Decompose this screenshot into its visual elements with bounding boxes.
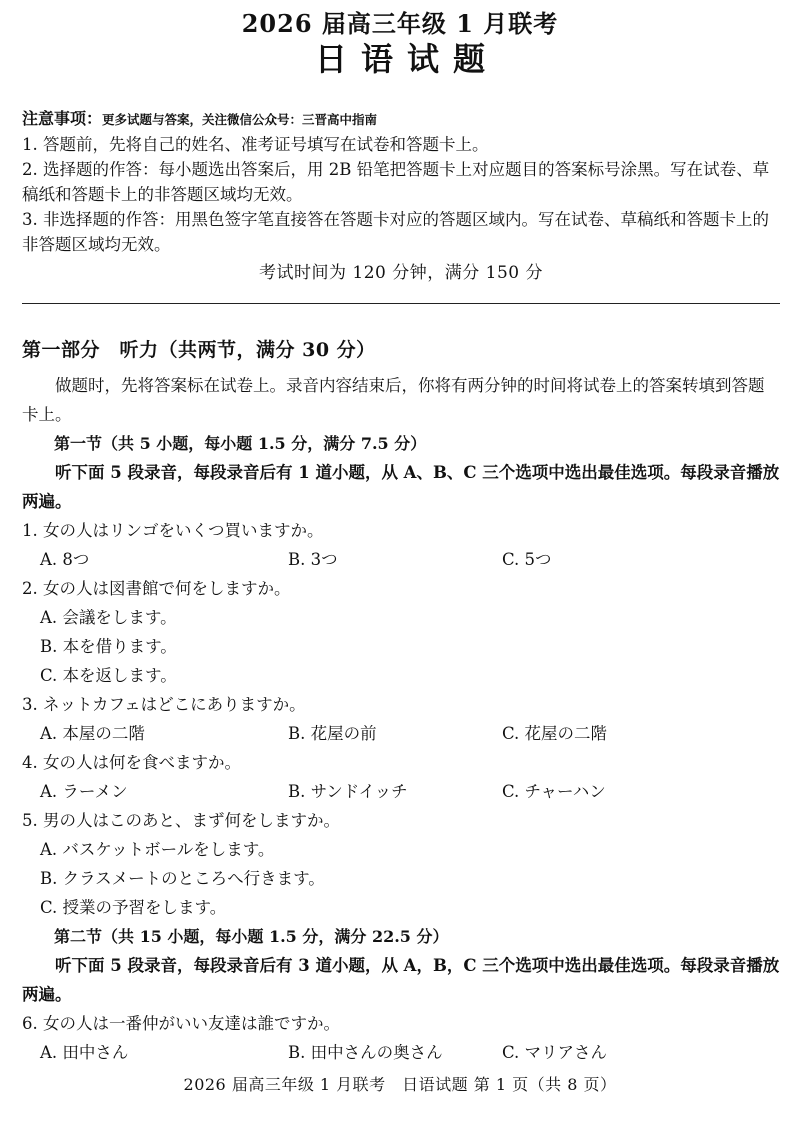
- question-6: 6. 女の人は一番仲がいい友達は誰ですか。: [22, 1014, 340, 1033]
- part1-intro: 做题时，先将答案标在试卷上。录音内容结束后，你将有两分钟的时间将试卷上的答案转填到答题卡上。: [22, 376, 765, 424]
- section2-instruction: 听下面 5 段录音，每段录音后有 3 道小题，从 A，B，C 三个选项中选出最佳选项。每段录音播放两遍。: [22, 956, 780, 1004]
- notes-item: 3. 非选择题的作答：用黑色签字笔直接答在答题卡对应的答题区域内。写在试卷、草稿纸和答题卡上的非答题区域均无效。: [22, 210, 769, 254]
- notes-label: 注意事项：: [22, 109, 103, 128]
- option-a: A. 会議をします。: [40, 608, 177, 627]
- option-a: A. ラーメン: [40, 782, 128, 801]
- notes-item: 1. 答题前，先将自己的姓名、准考证号填写在试卷和答题卡上。: [22, 135, 489, 154]
- option-c: C. マリアさん: [502, 1043, 608, 1062]
- section1-title: 第一节（共 5 小题，每小题 1.5 分，满分 7.5 分）: [54, 434, 427, 453]
- question-3: 3. ネットカフェはどこにありますか。: [22, 695, 306, 714]
- option-c: C. 授業の予習をします。: [40, 898, 227, 917]
- page-footer: 2026 届高三年级 1 月联考 日语试题 第 1 页（共 8 页）: [183, 1075, 617, 1094]
- notes-item: 2. 选择题的作答：每小题选出答案后，用 2B 铅笔把答题卡上对应题目的答案标号涂黑。写在试卷、草稿纸和答题卡上的非答题区域均无效。: [22, 160, 770, 204]
- notes-source: 更多试题与答案，关注微信公众号：三晋高中指南: [102, 112, 378, 127]
- section2-title: 第二节（共 15 小题，每小题 1.5 分，满分 22.5 分）: [54, 927, 449, 946]
- subject-title: 日语试题: [314, 40, 499, 78]
- option-a: A. 田中さん: [40, 1043, 129, 1062]
- option-a: A. バスケットボールをします。: [40, 840, 275, 859]
- option-b: B. 田中さんの奥さん: [288, 1043, 443, 1062]
- question-1-options: [22, 545, 780, 574]
- option-a: A. 本屋の二階: [40, 724, 145, 743]
- question-4: 4. 女の人は何を食べますか。: [22, 753, 241, 772]
- option-b: B. 花屋の前: [288, 724, 377, 743]
- divider: [22, 303, 780, 304]
- option-a: A. 8つ: [40, 550, 90, 569]
- option-c: C. 花屋の二階: [502, 724, 608, 743]
- question-5: 5. 男の人はこのあと、まず何をしますか。: [22, 811, 340, 830]
- option-b: B. クラスメートのところへ行きます。: [40, 869, 325, 888]
- question-2: 2. 女の人は図書館で何をしますか。: [22, 579, 291, 598]
- exam-title: 2026 届高三年级 1 月联考: [241, 9, 559, 38]
- option-c: C. 5つ: [502, 550, 552, 569]
- section1-instruction: 听下面 5 段录音，每段录音后有 1 道小题，从 A、B、C 三个选项中选出最佳选项。每段录音播放两遍。: [22, 463, 780, 511]
- notes-block: [22, 106, 780, 286]
- part1-title: 第一部分 听力（共两节，满分 30 分）: [22, 339, 376, 361]
- exam-time: 考试时间为 120 分钟，满分 150 分: [258, 263, 543, 283]
- option-c: C. チャーハン: [502, 782, 606, 801]
- option-b: B. 3つ: [288, 550, 338, 569]
- option-c: C. 本を返します。: [40, 666, 177, 685]
- question-1: 1. 女の人はリンゴをいくつ買いますか。: [22, 521, 324, 540]
- option-b: B. サンドイッチ: [288, 782, 408, 801]
- notes-heading: [22, 106, 780, 132]
- question-6-options: [22, 1038, 780, 1067]
- question-3-options: [22, 719, 780, 748]
- question-4-options: [22, 777, 780, 806]
- part1-content: [22, 336, 780, 1067]
- option-b: B. 本を借ります。: [40, 637, 177, 656]
